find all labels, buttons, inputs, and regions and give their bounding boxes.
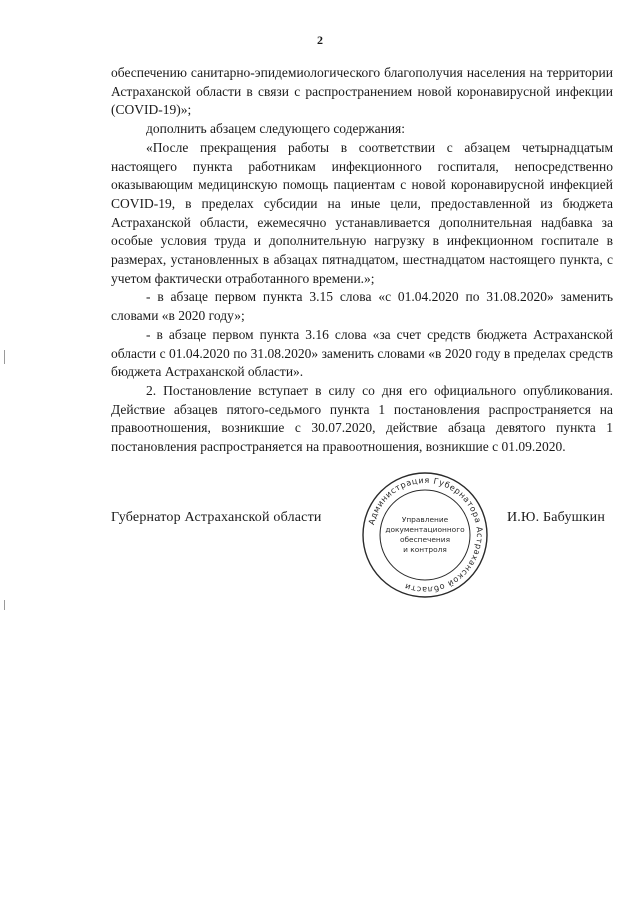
official-seal xyxy=(360,470,490,600)
document-body xyxy=(111,64,613,457)
signature-title: Губернатор Астраханской области xyxy=(111,510,322,525)
paragraph: дополнить абзацем следующего содержания: xyxy=(146,121,406,137)
seal-center-line: обеспечения xyxy=(399,535,451,544)
signature-name: И.Ю. Бабушкин xyxy=(507,510,606,525)
seal-center-line: и контроля xyxy=(403,545,447,554)
page-number: 2 xyxy=(317,33,323,47)
paragraph: «После прекращения работы в соответствии с абзацем четырнадцатым настоящего пункта работникам инфекционного госпиталя, непосредственно оказывающим медицинскую помощь пациентам с новой коронавирусной инфекцией COVID-19, в пределах субсидии на иные цели, предоставленной из бюджета Астраханской области, ежемесячно устанавливается дополнительная надбавка за особые условия труда и дополнительную нагрузку в инфекционном госпитале в размерах, установленных в абзацах пятнадцатом, шестнадцатом настоящего пункта, с учетом фактически отработанного времени.»; xyxy=(111,139,613,286)
signature-block xyxy=(0,470,640,600)
seal-center-line: Управление xyxy=(401,515,449,524)
scan-edge-mark xyxy=(4,600,5,610)
paragraph: - в абзаце первом пункта 3.15 слова «с 01.04.2020 по 31.08.2020» заменить словами «в 2020 году»; xyxy=(111,289,613,324)
seal-ring-text: Администрация Губернатора Астраханской области xyxy=(366,474,486,596)
paragraph: 2. Постановление вступает в силу со дня его официального опубликования. Действие абзацев пятого-седьмого пункта 1 постановления распространяется на правоотношения, возникшие с 30.07.2020, действие абзаца девятого пункта 1 постановления распространяется на правоотношения, возникшие с 01.09.2020. xyxy=(111,382,613,455)
paragraph: - в абзаце первом пункта 3.16 слова «за счет средств бюджета Астраханской области с 01.04.2020 по 31.08.2020» заменить словами «в 2020 году в пределах средств бюджета Астраханской области». xyxy=(111,326,613,380)
paragraph: обеспечению санитарно-эпидемиологического благополучия населения на территории Астраханской области в связи с распространением новой коронавирусной инфекции (COVID-19)»; xyxy=(111,65,613,118)
scan-edge-mark xyxy=(4,350,5,364)
seal-center-line: документационного xyxy=(385,525,465,534)
